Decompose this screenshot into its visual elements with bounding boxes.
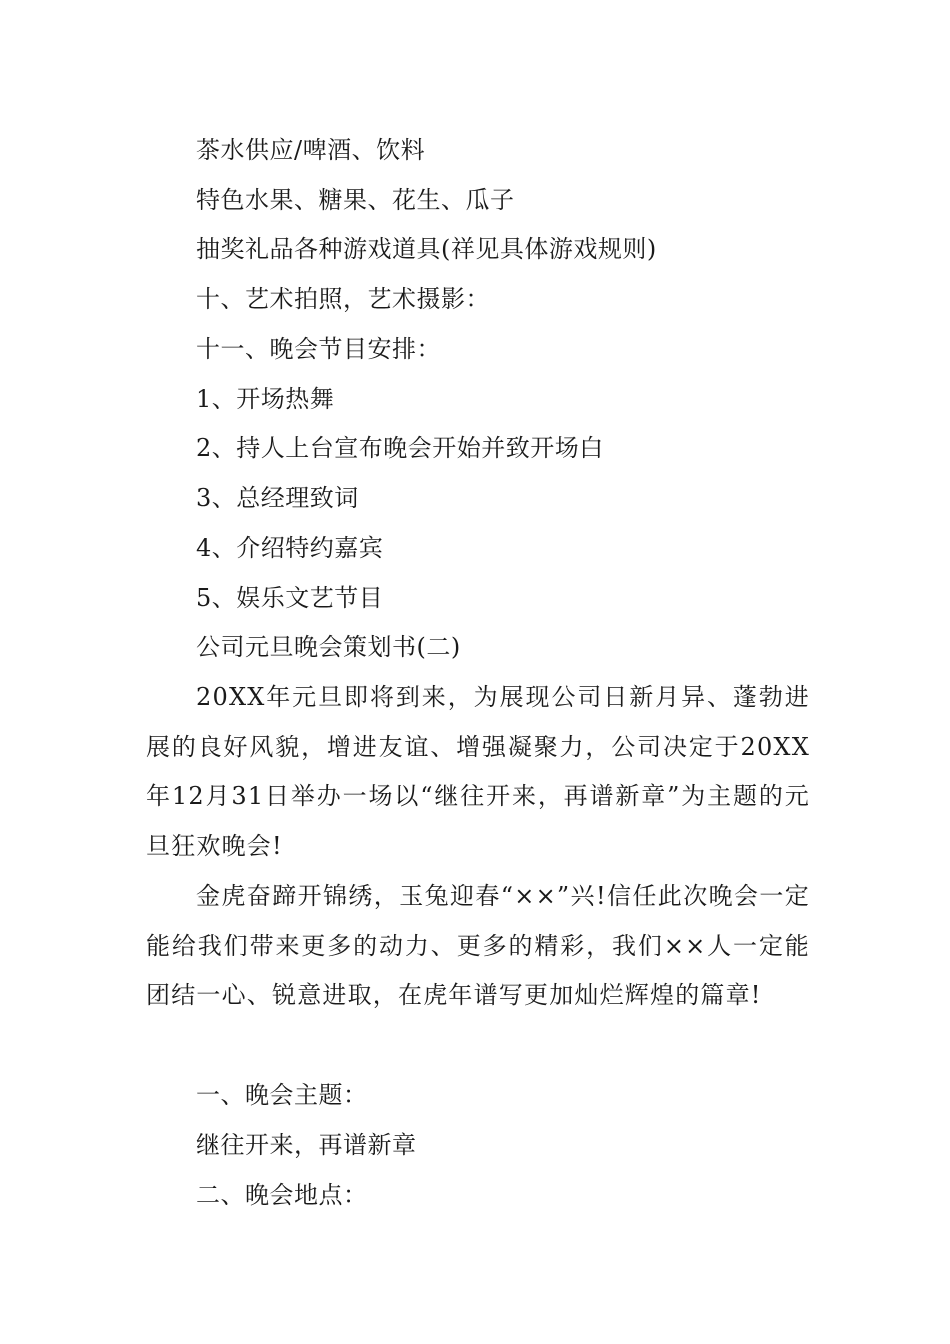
body-paragraph: 金虎奋蹄开锦绣，玉兔迎春“××”兴!信任此次晚会一定能给我们带来更多的动力、更多的精彩，我们××人一定能团结一心、锐意进取，在虎年谱写更加灿烂辉煌的篇章!: [146, 882, 810, 1009]
program-item: 5、娱乐文艺节目: [196, 584, 384, 612]
program-item: 4、介绍特约嘉宾: [196, 534, 384, 562]
text-line: 特色水果、糖果、花生、瓜子: [196, 186, 515, 214]
program-item: 2、持人上台宣布晚会开始并致开场白: [196, 434, 604, 462]
section-heading: 二、晚会地点：: [196, 1181, 368, 1209]
text-line: 继往开来，再谱新章: [196, 1131, 417, 1159]
section-heading: 十、艺术拍照，艺术摄影：: [196, 285, 490, 313]
program-item: 3、总经理致词: [196, 484, 359, 512]
text-line: 抽奖礼品各种游戏道具(祥见具体游戏规则): [196, 235, 657, 263]
section-heading: 一、晚会主题：: [196, 1081, 368, 1109]
text-line: 茶水供应/啤酒、饮料: [196, 136, 426, 164]
section-heading: 十一、晚会节目安排：: [196, 335, 441, 363]
program-item: 1、开场热舞: [196, 385, 335, 413]
body-paragraph: 20XX年元旦即将到来，为展现公司日新月异、蓬勃进展的良好风貌，增进友谊、增强凝聚力，公司决定于20XX年12月31日举办一场以“继往开来，再谱新章”为主题的元旦狂欢晚会!: [146, 683, 810, 860]
document-title: 公司元旦晚会策划书(二): [196, 633, 461, 661]
